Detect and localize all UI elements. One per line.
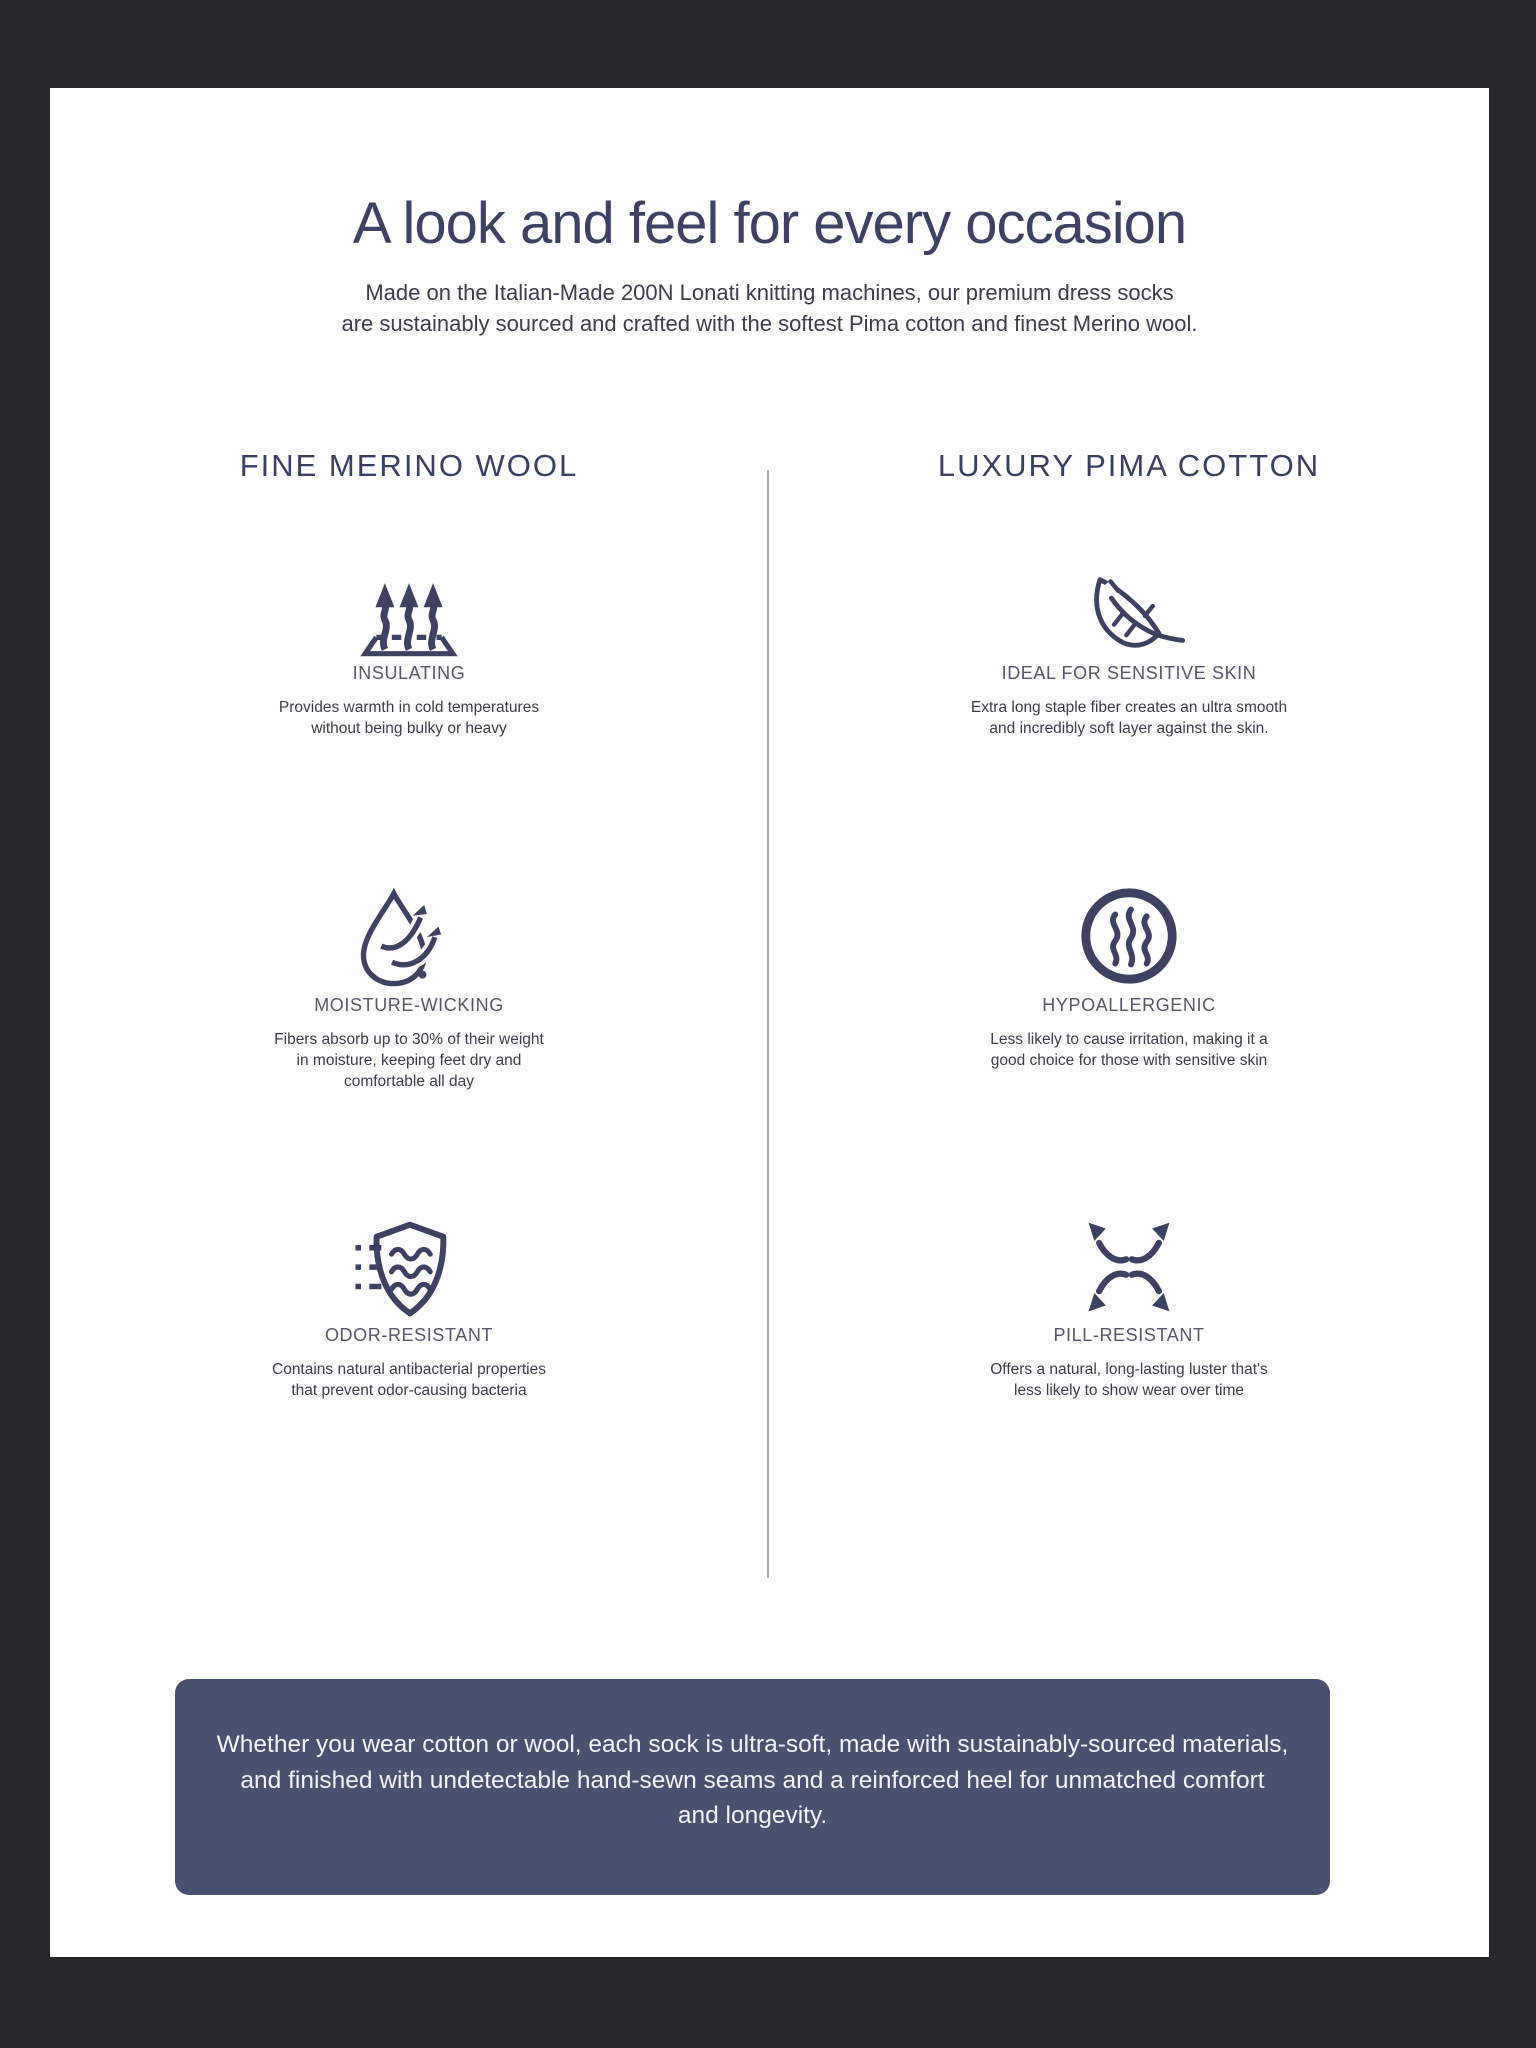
column-header-merino: FINE MERINO WOOL <box>239 448 579 483</box>
feature-description: Provides warmth in cold temperatures without being bulky or heavy <box>278 699 540 737</box>
feature-odor-resistant <box>50 1193 768 1401</box>
feature-sensitive-skin <box>769 568 1489 739</box>
steam-circle-icon <box>1075 882 1183 990</box>
feather-icon <box>1066 570 1192 658</box>
feature-description: Extra long staple fiber creates an ultra smooth and incredibly soft layer against the skin. <box>970 699 1288 737</box>
feature-description: Contains natural antibacterial properties that prevent odor-causing bacteria <box>272 1361 546 1399</box>
feature-label: IDEAL FOR SENSITIVE SKIN <box>1001 663 1257 683</box>
column-header-pima: LUXURY PIMA COTTON <box>937 448 1321 483</box>
odor-shield-icon <box>349 1218 469 1320</box>
feature-label: INSULATING <box>352 663 466 683</box>
page-title: A look and feel for every occasion <box>352 191 1187 256</box>
feature-description: Fibers absorb up to 30% of their weight in moisture, keeping feet dry and comfortable all day <box>274 1031 544 1090</box>
feature-label: PILL-RESISTANT <box>1053 1325 1205 1345</box>
stretch-arrows-icon <box>1076 1214 1182 1320</box>
heat-arrows-icon <box>350 572 468 658</box>
page <box>50 88 1489 1957</box>
footer-text: Whether you wear cotton or wool, each sock is ultra-soft, made with sustainably-sourced materials, and finished with undetectable hand-sewn seams and a reinforced heel for unmatched comfort and longevity. <box>216 1731 1289 1829</box>
footer-callout <box>175 1679 1330 1895</box>
page-subtitle: Made on the Italian-Made 200N Lonati knitting machines, our premium dress socks are sustainably sourced and crafted with the softest Pima cotton and finest Merino wool. <box>341 280 1198 336</box>
feature-moisture-wicking <box>50 860 768 1092</box>
feature-insulating <box>50 568 768 739</box>
feature-label: ODOR-RESISTANT <box>324 1325 494 1345</box>
feature-label: HYPOALLERGENIC <box>1042 995 1216 1015</box>
feature-hypoallergenic <box>769 860 1489 1071</box>
feature-description: Offers a natural, long-lasting luster that's less likely to show wear over time <box>990 1361 1268 1399</box>
feature-label: MOISTURE-WICKING <box>314 995 504 1015</box>
feature-description: Less likely to cause irritation, making it a good choice for those with sensitive skin <box>990 1031 1268 1069</box>
moisture-droplet-icon <box>351 887 467 990</box>
feature-pill-resistant <box>769 1193 1489 1401</box>
